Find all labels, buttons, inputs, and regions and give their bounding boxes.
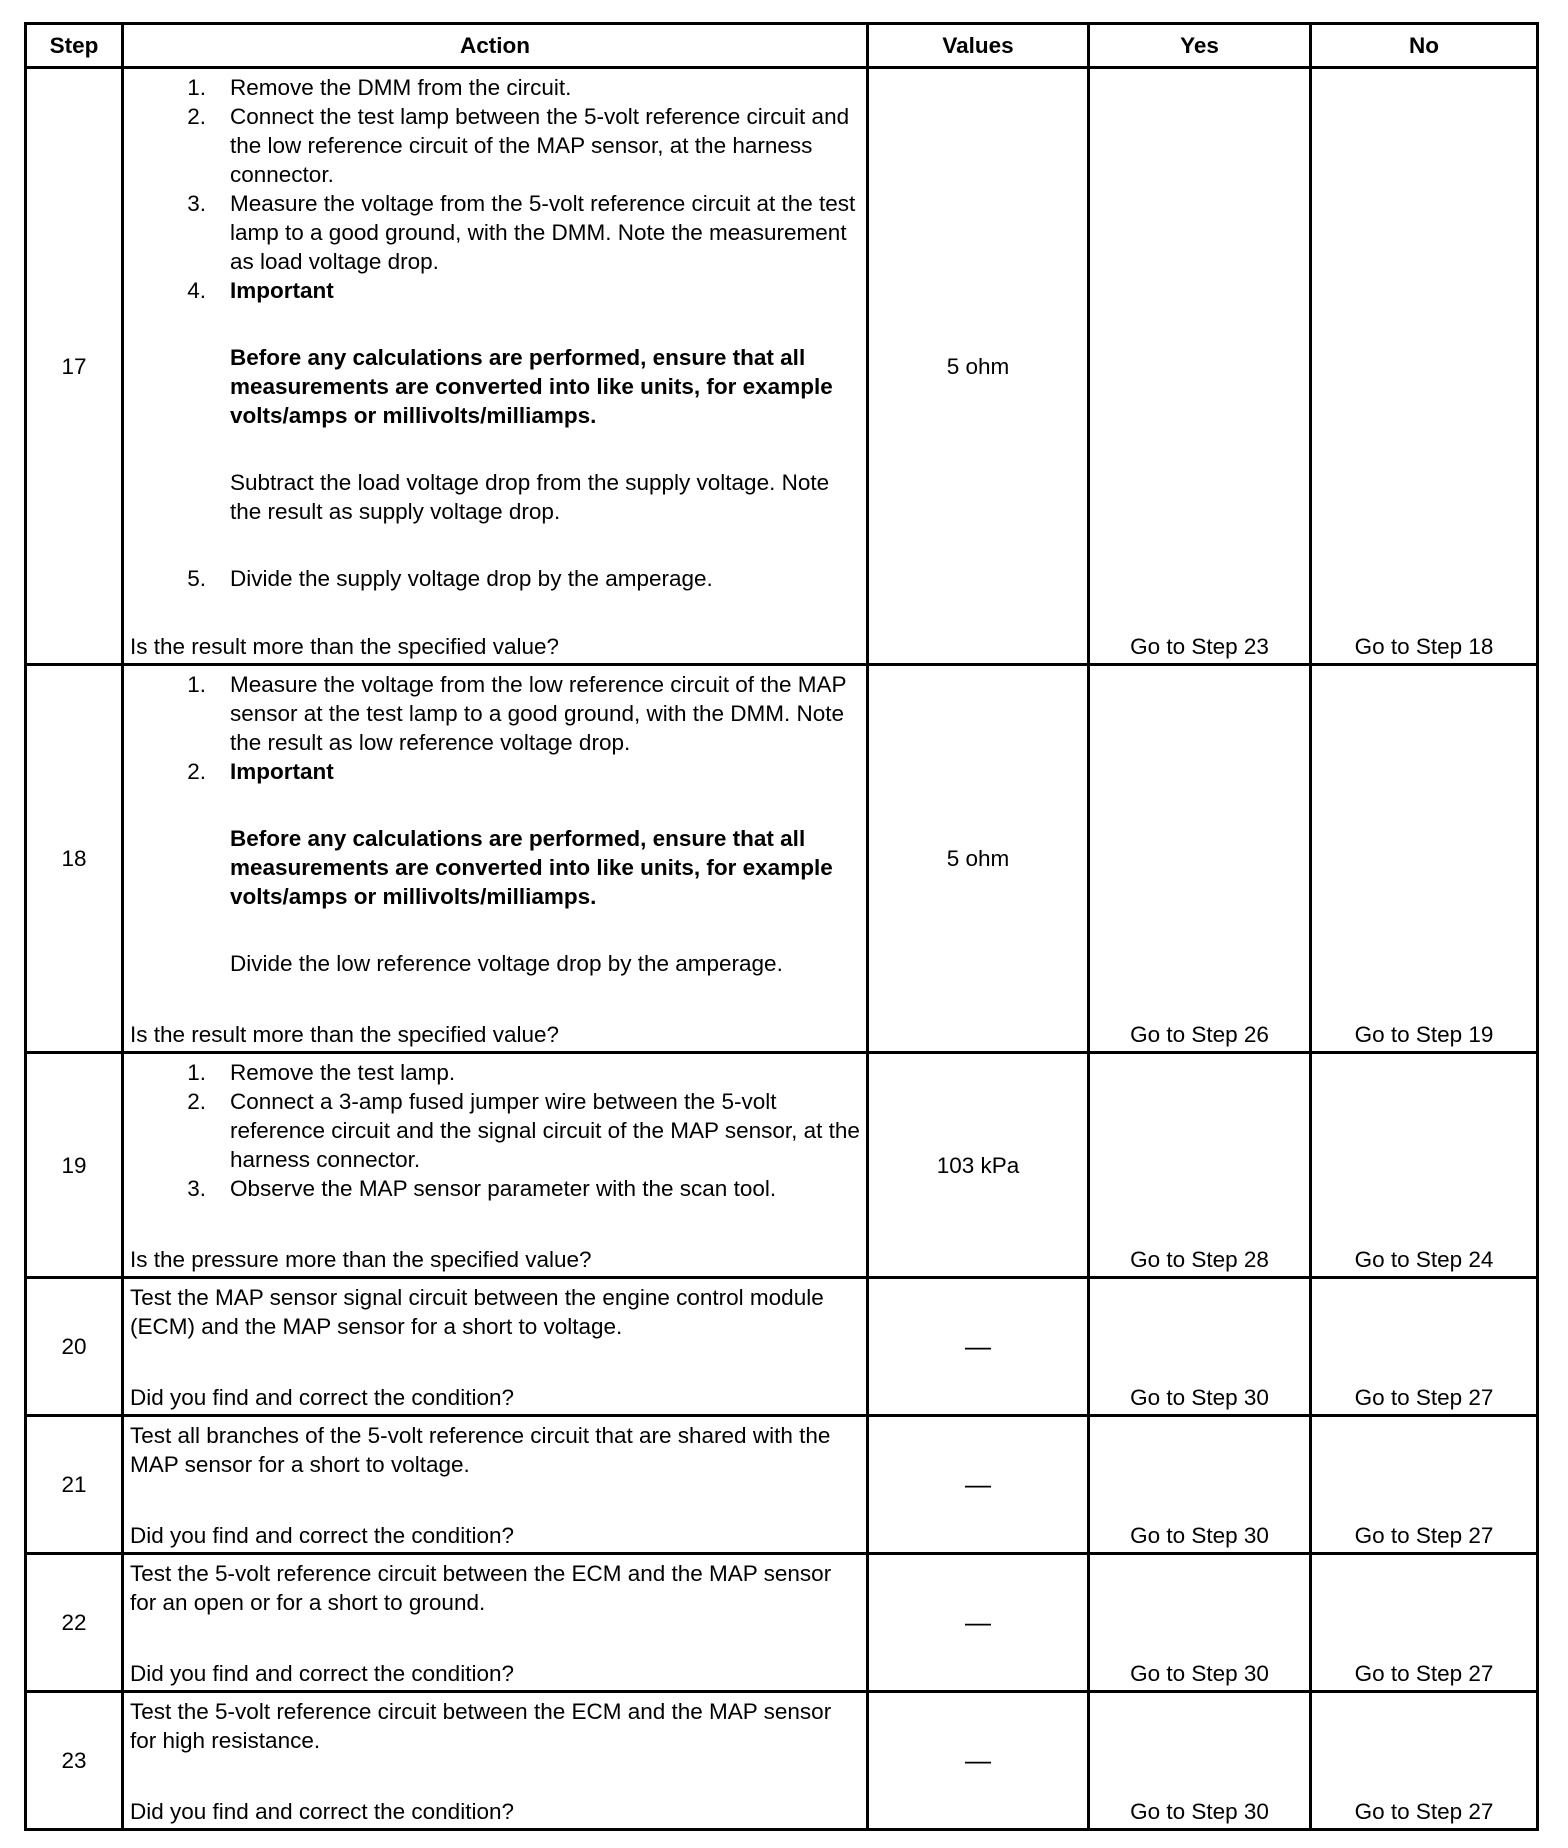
table-header-row	[26, 24, 1538, 68]
important-note: Before any calculations are performed, ensure that all measurements are converted into like units, for example volts/amps or millivolts/milliamps.	[230, 826, 833, 909]
values-cell: —	[868, 1692, 1089, 1830]
step-number: 22	[26, 1554, 123, 1692]
important-note: Before any calculations are performed, ensure that all measurements are converted into like units, for example volts/amps or millivolts/milliamps.	[230, 345, 833, 428]
no-cell: Go to Step 27	[1311, 1278, 1538, 1416]
action-question: Did you find and correct the condition?	[130, 1799, 514, 1824]
table-row-step-19	[26, 1053, 1538, 1278]
list-item: 1. Remove the test lamp.	[187, 1060, 456, 1085]
action-steps-list	[130, 73, 860, 305]
table-row-step-20	[26, 1278, 1538, 1416]
list-item: 3. Observe the MAP sensor parameter with the scan tool.	[187, 1176, 777, 1201]
yes-cell: Go to Step 30	[1089, 1554, 1311, 1692]
yes-cell: Go to Step 30	[1089, 1278, 1311, 1416]
values-cell: 103 kPa	[868, 1053, 1089, 1278]
action-steps-list	[130, 1058, 860, 1203]
step-number: 17	[26, 68, 123, 665]
header-yes: Yes	[1089, 24, 1311, 68]
header-step: Step	[26, 24, 123, 68]
values-cell: —	[868, 1554, 1089, 1692]
values-cell: 5 ohm	[868, 68, 1089, 665]
action-text: Test all branches of the 5-volt reference circuit that are shared with the MAP sensor for a short to voltage.	[130, 1423, 831, 1477]
values-cell: —	[868, 1416, 1089, 1554]
no-cell: Go to Step 27	[1311, 1554, 1538, 1692]
action-question: Did you find and correct the condition?	[130, 1661, 514, 1686]
action-cell	[123, 68, 868, 665]
action-cell	[123, 1554, 868, 1692]
action-cell	[123, 1053, 868, 1278]
action-question: Is the result more than the specified value?	[130, 1022, 559, 1047]
step-number: 20	[26, 1278, 123, 1416]
list-item: 2. Connect the test lamp between the 5-volt reference circuit and the low reference circuit of the MAP sensor, at the harness connector.	[187, 104, 850, 187]
list-item: 5. Divide the supply voltage drop by the amperage.	[187, 566, 713, 591]
table-row-step-21	[26, 1416, 1538, 1554]
table-row-step-18	[26, 665, 1538, 1053]
action-steps-list	[130, 564, 860, 593]
action-steps-list	[130, 670, 860, 786]
step-number: 19	[26, 1053, 123, 1278]
list-item: 2. Connect a 3-amp fused jumper wire between the 5-volt reference circuit and the signal circuit of the MAP sensor, at the harness connector.	[187, 1089, 860, 1172]
yes-cell: Go to Step 28	[1089, 1053, 1311, 1278]
action-question: Is the pressure more than the specified value?	[130, 1247, 592, 1272]
diagnostic-steps-table	[24, 22, 1539, 1831]
header-values: Values	[868, 24, 1089, 68]
action-text: Test the 5-volt reference circuit between the ECM and the MAP sensor for an open or for a short to ground.	[130, 1561, 832, 1615]
yes-cell: Go to Step 23	[1089, 68, 1311, 665]
action-cell	[123, 1692, 868, 1830]
no-cell: Go to Step 19	[1311, 665, 1538, 1053]
list-item: 3. Measure the voltage from the 5-volt reference circuit at the test lamp to a good ground, with the DMM. Note the measurement as load voltage drop.	[187, 191, 856, 274]
action-cell	[123, 1278, 868, 1416]
yes-cell: Go to Step 26	[1089, 665, 1311, 1053]
values-cell: 5 ohm	[868, 665, 1089, 1053]
action-note: Divide the low reference voltage drop by the amperage.	[230, 951, 783, 976]
table-row-step-23	[26, 1692, 1538, 1830]
table-row-step-22	[26, 1554, 1538, 1692]
header-no: No	[1311, 24, 1538, 68]
no-cell: Go to Step 24	[1311, 1053, 1538, 1278]
action-note: Subtract the load voltage drop from the supply voltage. Note the result as supply voltage drop.	[230, 470, 830, 524]
list-item: 4. Important	[187, 278, 334, 303]
action-question: Is the result more than the specified value?	[130, 634, 559, 659]
action-question: Did you find and correct the condition?	[130, 1523, 514, 1548]
values-cell: —	[868, 1278, 1089, 1416]
list-item: 1. Remove the DMM from the circuit.	[187, 75, 572, 100]
action-question: Did you find and correct the condition?	[130, 1385, 514, 1410]
header-action: Action	[123, 24, 868, 68]
yes-cell: Go to Step 30	[1089, 1692, 1311, 1830]
step-number: 23	[26, 1692, 123, 1830]
yes-cell: Go to Step 30	[1089, 1416, 1311, 1554]
step-number: 18	[26, 665, 123, 1053]
no-cell: Go to Step 27	[1311, 1416, 1538, 1554]
list-item: 1. Measure the voltage from the low reference circuit of the MAP sensor at the test lamp to a good ground, with the DMM. Note the result as low reference voltage drop.	[187, 672, 847, 755]
no-cell: Go to Step 18	[1311, 68, 1538, 665]
diagnostic-table-document	[24, 22, 1539, 1831]
action-cell	[123, 1416, 868, 1554]
table-row-step-17	[26, 68, 1538, 665]
list-item: 2. Important	[187, 759, 334, 784]
action-text: Test the 5-volt reference circuit between the ECM and the MAP sensor for high resistance.	[130, 1699, 832, 1753]
step-number: 21	[26, 1416, 123, 1554]
action-cell	[123, 665, 868, 1053]
action-text: Test the MAP sensor signal circuit between the engine control module (ECM) and the MAP sensor for a short to voltage.	[130, 1285, 824, 1339]
no-cell: Go to Step 27	[1311, 1692, 1538, 1830]
